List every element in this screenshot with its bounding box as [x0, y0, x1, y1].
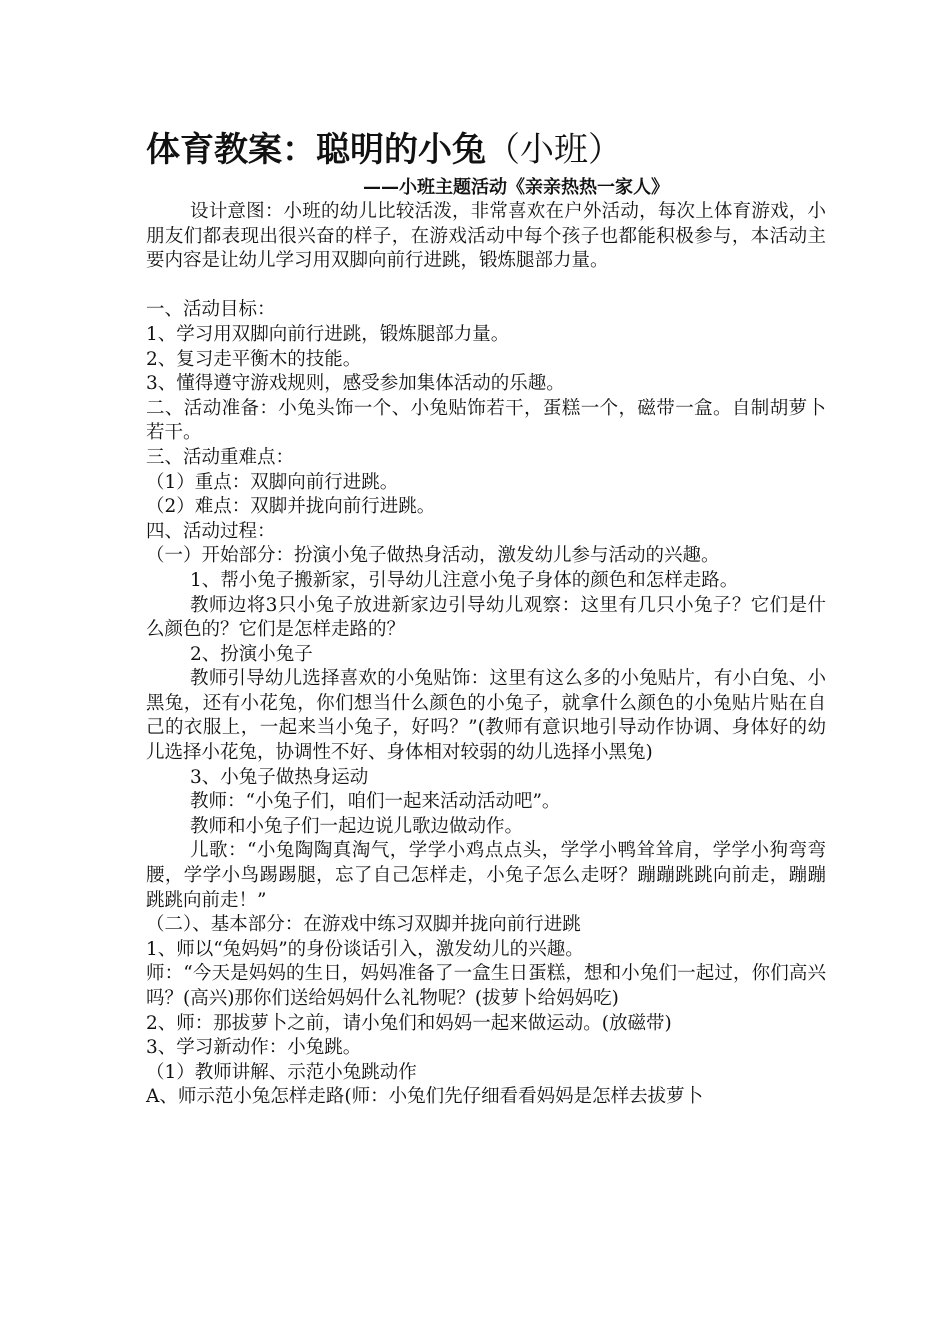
- paragraph: （一）开始部分：扮演小兔子做热身活动，激发幼儿参与活动的兴趣。: [146, 545, 720, 567]
- paragraph: 3、学习新动作：小兔跳。: [146, 1037, 362, 1059]
- paragraph: 2、师：那拔萝卜之前，请小兔们和妈妈一起来做运动。(放磁带): [146, 1012, 672, 1034]
- paragraph: 三、活动重难点：: [146, 446, 295, 468]
- document-title: [146, 128, 826, 172]
- paragraph: （2）难点：双脚并拢向前行进跳。: [146, 496, 436, 518]
- document-page: [146, 128, 826, 1110]
- paragraph: 一、活动目标：: [146, 299, 276, 321]
- paragraph: 教师：“小兔子们，咱们一起来活动活动吧”。: [190, 791, 561, 813]
- paragraph: 1、帮小兔子搬新家，引导幼儿注意小兔子身体的颜色和怎样走路。: [190, 569, 739, 591]
- paragraph: 1、师以“兔妈妈”的身份谈话引入，激发幼儿的兴趣。: [146, 938, 584, 960]
- document-subtitle: ——小班主题活动《亲亲热热一家人》: [363, 177, 669, 198]
- paragraph: 2、复习走平衡木的技能。: [146, 348, 362, 370]
- paragraph: 教师和小兔子们一起边说儿歌边做动作。: [190, 815, 524, 837]
- blank-line: [146, 274, 826, 299]
- paragraph: 二、活动准备：小兔头饰一个、小兔贴饰若干，蛋糕一个，磁带一盒。自制胡萝卜若干。: [146, 397, 826, 444]
- title-main: 体育教案：聪明的小兔: [146, 130, 486, 170]
- paragraph: 设计意图：小班的幼儿比较活泼，非常喜欢在户外活动，每次上体育游戏，小朋友们都表现出很兴奋的样子，在游戏活动中每个孩子也都能积极参与，本活动主要内容是让幼儿学习用双脚向前行进跳，锻炼腿部力量。: [146, 201, 826, 272]
- paragraph: 四、活动过程：: [146, 520, 276, 542]
- paragraph: 师：“今天是妈妈的生日，妈妈准备了一盒生日蛋糕，想和小兔们一起过，你们高兴吗？(高兴)那你们送给妈妈什么礼物呢？(拔萝卜给妈妈吃): [146, 963, 826, 1009]
- paragraph: （1）教师讲解、示范小兔跳动作: [146, 1061, 417, 1083]
- paragraph: （二）、基本部分：在游戏中练习双脚并拢向前行进跳: [146, 914, 581, 936]
- paragraph: 2、扮演小兔子: [190, 643, 313, 665]
- document-body: [146, 200, 826, 1110]
- paragraph: 1、学习用双脚向前行进跳，锻炼腿部力量。: [146, 323, 510, 345]
- paragraph: （1）重点：双脚向前行进跳。: [146, 471, 399, 493]
- paragraph: 3、懂得遵守游戏规则，感受参加集体活动的乐趣。: [146, 373, 565, 395]
- paragraph: 教师边将3只小兔子放进新家边引导幼儿观察：这里有几只小兔子？它们是什么颜色的？它们是怎样走路的？: [146, 594, 826, 641]
- paragraph: 教师引导幼儿选择喜欢的小兔贴饰：这里有这么多的小兔贴片，有小白兔、小黑兔，还有小花兔，你们想当什么颜色的小兔子，就拿什么颜色的小兔贴片贴在自己的衣服上，一起来当小兔子，好吗？”(教师有意识地引导动作协调、身体好的幼儿选择小花兔，协调性不好、身体相对较弱的幼儿选择小黑兔): [146, 668, 826, 764]
- paragraph: 儿歌：“小兔陶陶真淘气，学学小鸡点点头，学学小鸭耸耸肩，学学小狗弯弯腰，学学小鸟踢踢腿，忘了自己怎样走，小兔子怎么走呀？蹦蹦跳跳向前走，蹦蹦跳跳向前走！”: [146, 840, 826, 911]
- paragraph: 3、小兔子做热身运动: [190, 766, 369, 788]
- paragraph: A、师示范小兔怎样走路(师：小兔们先仔细看看妈妈是怎样去拔萝卜: [146, 1086, 704, 1108]
- title-paren: （小班）: [486, 130, 622, 170]
